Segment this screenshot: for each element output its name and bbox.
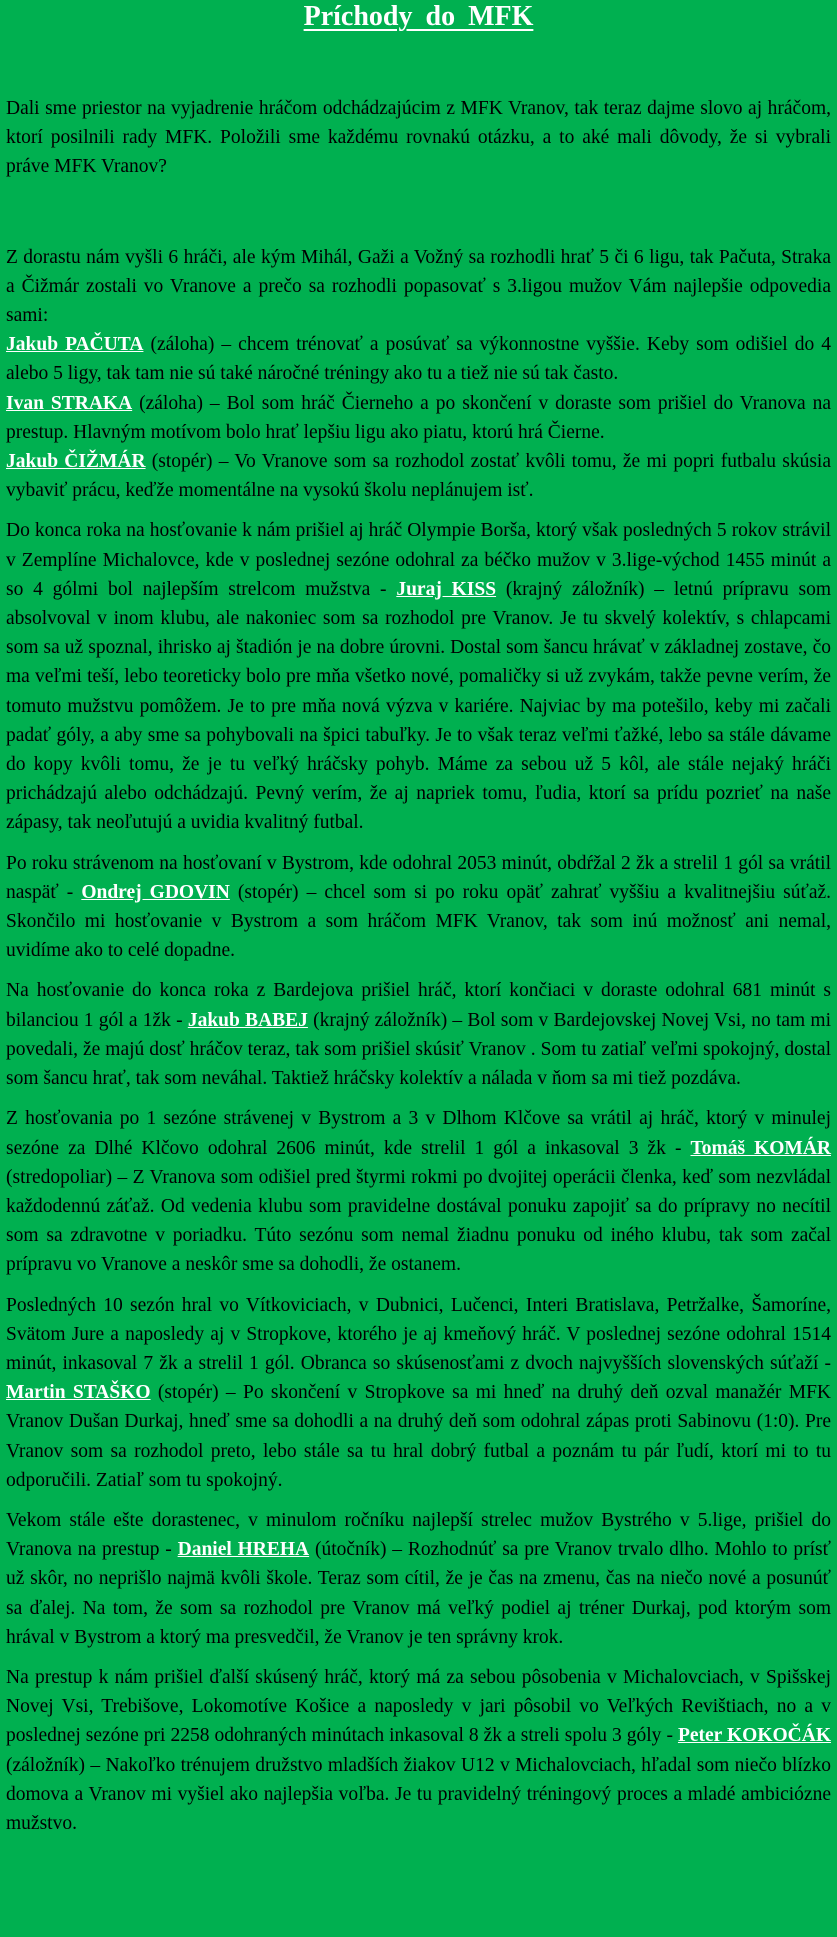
player-name: Martin STAŠKO bbox=[6, 1382, 151, 1404]
statement-text: (stopér) – Vo Vranove som sa rozhodol zostať kvôli tomu, že mi popri futbalu skúsia vybaviť prácu, keďže momentálne na vysokú školu neplánujem isť. bbox=[6, 451, 831, 502]
youth-intro: Z dorastu nám vyšli 6 hráči, ale kým Mihál, Gaži a Vožný sa rozhodli hrať 5 či 6 ligu, tak Pačuta, Straka a Čižmár zostali vo Vranove a prečo sa rozhodli popasovať s 3.ligou mužov Vám najlepšie odpovedia sami: bbox=[6, 246, 831, 327]
player-statement bbox=[6, 330, 831, 388]
statement-text: (stopér) – chcel som si po roku opäť zahrať vyššiu a kvalitnejšiu súťaž. Skončilo mi hosťovanie v Bystrom a som hráčom MFK Vranov, tak som inú možnosť ani nemal, uvidíme ako to celé dopadne. bbox=[6, 881, 832, 962]
player-paragraph bbox=[6, 849, 831, 966]
player-name: Ivan STRAKA bbox=[6, 392, 133, 414]
player-paragraph bbox=[6, 1506, 831, 1652]
player-paragraph bbox=[6, 516, 831, 837]
player-name: Daniel HREHA bbox=[177, 1539, 310, 1561]
statement-text: (stredopoliar) – Z Vranova som odišiel pred štyrmi rokmi po dvojitej operácii členka, keď som nezvládal každodennú záťaž. Od vedenia klubu som pravidelne dostával ponuku zapojiť sa do prípravy no necítil som sa zdravotne v poriadku. Túto sezónu som nemal žiadnu ponuku od iného klubu, tak som začal prípravu vo Vranove a neskôr sme sa dohodli, že ostanem. bbox=[6, 1166, 831, 1276]
statement-text: (stopér) – Po skončení v Stropkove sa mi hneď na druhý deň ozval manažér MFK Vranov Dušan Durkaj, hneď sme sa dohodli a na druhý deň som odohral zápas proti Sabinovu (1:0). Pre Vranov som sa rozhodol preto, lebo stále sa tu hral dobrý futbal a poznám tu pár ľudí, ktorí mi to tu odporučili. Zatiaľ som tu spokojný. bbox=[6, 1382, 832, 1491]
paragraph-lead: Do konca roka na hosťovanie k nám prišiel aj hráč Olympie Borša, ktorý však posledných 5 rokov strávil v Zemplíne Michalovce, kde v poslednej sezóne odohral za béčko mužov v 3.lige-východ 1455 minút a so 4 gólmi bol najlepším strelcom mužstva - bbox=[6, 520, 831, 600]
player-name: Ondrej GDOVIN bbox=[81, 881, 230, 903]
player-name: Peter KOKOČÁK bbox=[677, 1725, 831, 1747]
player-name: Tomáš KOMÁR bbox=[690, 1137, 831, 1159]
youth-section bbox=[6, 243, 831, 506]
intro-paragraph: Dali sme priestor na vyjadrenie hráčom odchádzajúcim z MFK Vranov, tak teraz dajme slovo aj hráčom, ktorí posilnili rady MFK. Položili sme každému rovnakú otázku, a to aké mali dôvody, že si vybrali práve MFK Vranov? bbox=[6, 98, 831, 178]
statement-text: (krajný záložník) – Bol som v Bardejovskej Novej Vsi, no tam mi povedali, že majú dosť hráčov teraz, tak som prišiel skúsiť Vranov . Som tu zatiaľ veľmi spokojný, dostal som šancu hrať, tak som neváhal. Taktiež hráčsky kolektív a nálada v ňom sa mi tiež pozdáva. bbox=[6, 1009, 831, 1090]
player-paragraph bbox=[6, 1291, 831, 1495]
statement-text: (útočník) – Rozhodnúť sa pre Vranov trvalo dlho. Mohlo to prísť už skôr, no neprišlo najmä kvôli škole. Teraz som cítil, že je čas na zmenu, čas na niečo nové a posunúť sa ďalej. Na tom, že som sa rozhodol pre Vranov má veľký podiel aj tréner Durkaj, pod ktorým som hrával v Bystrom a ktorý ma presvedčil, že Vranov je ten správny krok. bbox=[6, 1539, 831, 1648]
player-paragraph bbox=[6, 1663, 831, 1838]
player-paragraph bbox=[6, 1104, 831, 1279]
page-title: Príchody do MFK bbox=[303, 1, 534, 32]
paragraph-lead: Posledných 10 sezón hral vo Vítkoviciach, v Dubnici, Lučenci, Interi Bratislava, Petržalke, Šamoríne, Svätom Jure a naposledy aj v Stropkove, ktorého je aj kmeňový hráč. V poslednej sezóne odohral 1514 minút, inkasoval 7 žk a strelil 1 gól. Obranca so skúsenosťami z dvoch najvyšších slovenských súťaží - bbox=[6, 1294, 831, 1374]
paragraph-lead: Vekom stále ešte dorastenec, v minulom ročníku najlepší strelec mužov Bystrého v 5.lige, prišiel do Vranova na prestup - bbox=[6, 1509, 831, 1561]
player-name: Juraj KISS bbox=[396, 578, 497, 600]
paragraph-lead: Z hosťovania po 1 sezóne strávenej v Bystrom a 3 v Dlhom Klčove sa vrátil aj hráč, ktorý v minulej sezóne za Dlhé Klčovo odohral 2606 minút, kde strelil 1 gól a inkasoval 3 žk - bbox=[6, 1108, 831, 1159]
player-name: Jakub BABEJ bbox=[187, 1009, 308, 1031]
player-paragraph bbox=[6, 976, 831, 1093]
paragraph-lead: Na prestup k nám prišiel ďalší skúsený hráč, ktorý má za sebou pôsobenia v Michalovciach, v Spišskej Novej Vsi, Trebišove, Lokomotíve Košice a naposledy v jari pôsobil vo Veľkých Revištiach, no a v poslednej sezóne pri 2258 odohraných minútach inkasoval 8 žk a streli spolu 3 góly - bbox=[6, 1666, 831, 1747]
player-name: Jakub ČIŽMÁR bbox=[6, 451, 146, 473]
player-statement bbox=[6, 447, 831, 505]
player-name: Jakub PAČUTA bbox=[6, 334, 144, 356]
paragraph-lead: Na hosťovanie do konca roka z Bardejova prišiel hráč, ktorí končiaci v doraste odohral 681 minút s bilanciou 1 gól a 1žk - bbox=[6, 980, 831, 1031]
paragraph-lead: Po roku strávenom na hosťovaní v Bystrom, kde odohral 2053 minút, obdŕžal 2 žk a strelil 1 gól sa vrátil naspäť - bbox=[6, 852, 831, 903]
statement-text: (záloha) – Bol som hráč Čierneho a po skončení v doraste som prišiel do Vranova na prestup. Hlavným motívom bolo hrať lepšiu ligu ako piatu, ktorú hrá Čierne. bbox=[6, 392, 831, 443]
statement-text: (záložník) – Nakoľko trénujem družstvo mladších žiakov U12 v Michalovciach, hľadal som niečo blízko domova a Vranov mi vyšiel ako najlepšia voľba. Je tu pravidelný tréningový proces a mladé ambiciózne mužstvo. bbox=[6, 1754, 831, 1834]
statement-text: (záloha) – chcem trénovať a posúvať sa výkonnostne vyššie. Keby som odišiel do 4 alebo 5 ligy, tak tam nie sú také náročné tréningy ako tu a tiež nie sú tak často. bbox=[6, 334, 832, 385]
statement-text: (krajný záložník) – letnú prípravu som absolvoval v inom klubu, ale nakoniec som sa rozhodol pre Vranov. Je tu skvelý kolektív, s chlapcami som sa už spoznal, ihrisko aj štadión je na dobre úrovni. Dostal som šancu hrávať v základnej zostave, čo ma veľmi teší, lebo teoreticky bolo pre mňa všetko nové, pomaličky si už zvykám, takže pevne verím, že tomuto mužstvu pomôžem. Je to pre mňa nová výzva v kariére. Najviac by ma potešilo, keby mi začali padať góly, a aby sme sa pohybovali na špici tabuľky. Je to však teraz veľmi ťažké, lebo sa stále dávame do kopy kvôli tomu, že je tu veľký hráčsky pohyb. Máme za sebou už 5 kôl, ale stále nejaký hráči prichádzajú alebo odchádzajú. Pevný verím, že aj napriek tomu, ľudia, ktorí sa prídu pozrieť na naše zápasy, tak neoľutujú a uvidia kvalitný futbal. bbox=[6, 578, 831, 834]
player-statement bbox=[6, 389, 831, 447]
